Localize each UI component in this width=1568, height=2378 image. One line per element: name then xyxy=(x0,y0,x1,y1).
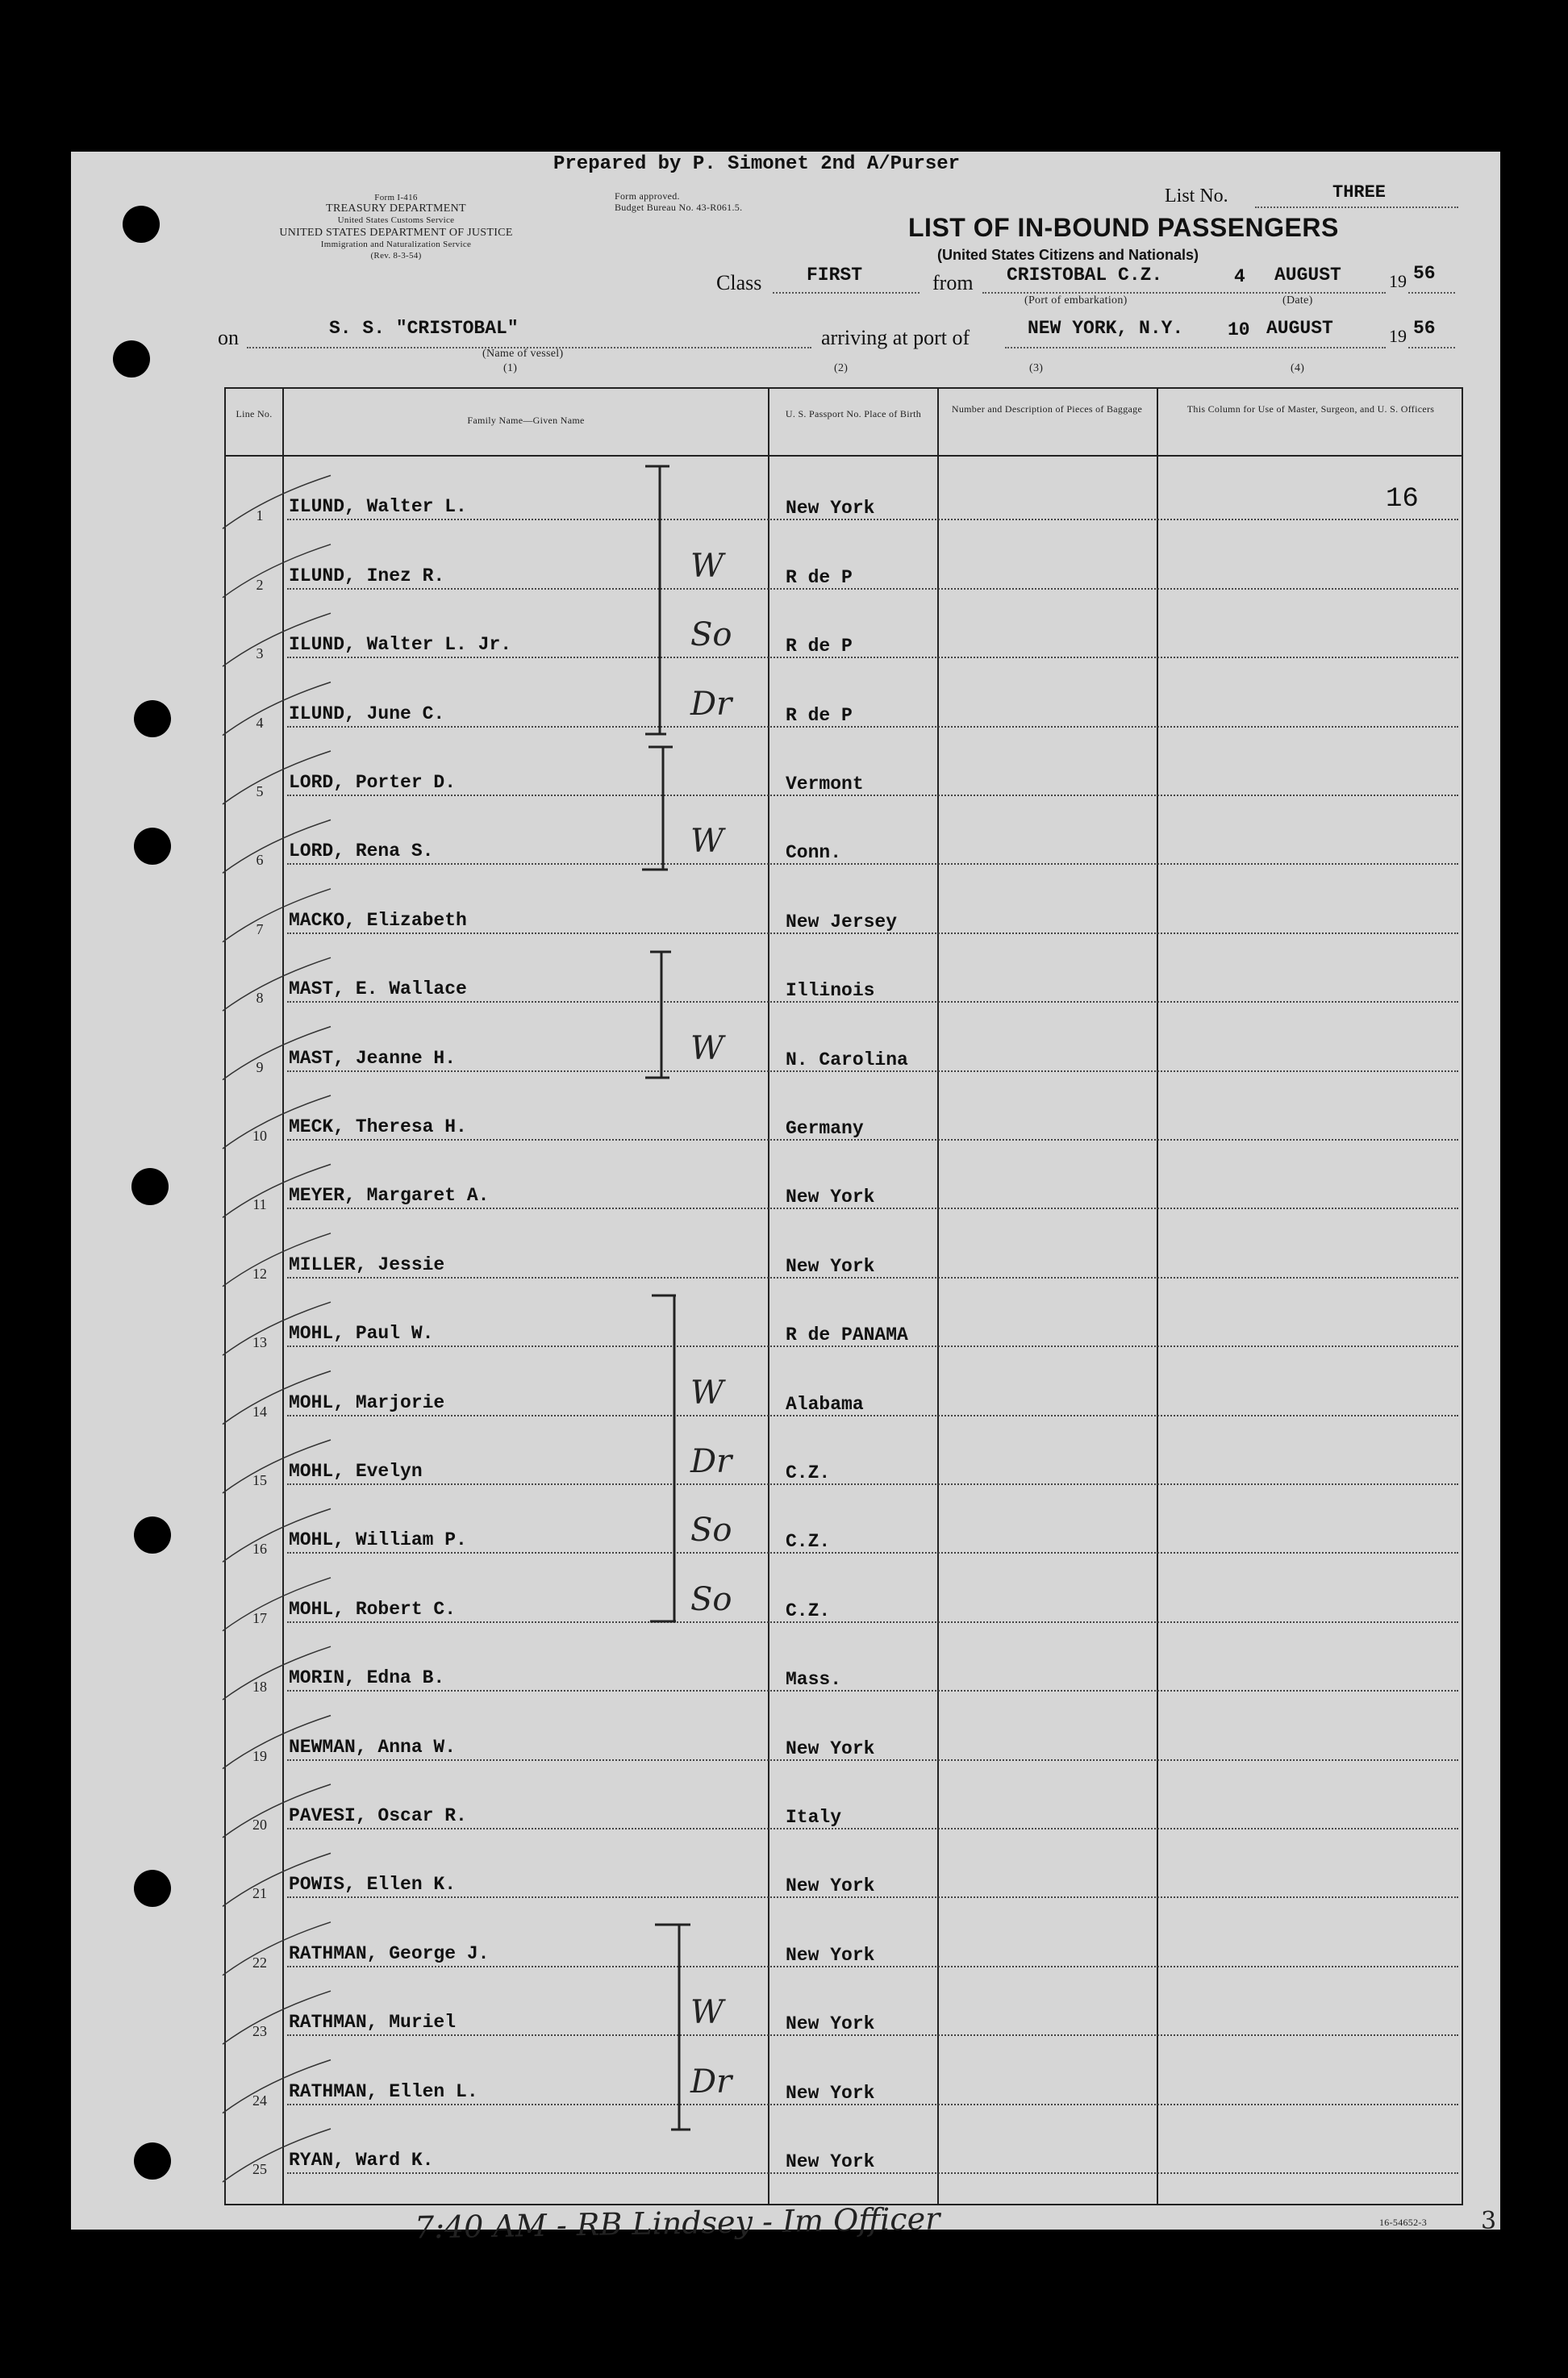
passenger-name: LORD, Rena S. xyxy=(289,841,434,862)
arriving-label: arriving at port of xyxy=(821,326,970,349)
line-number: 24 xyxy=(252,2092,267,2109)
passenger-name: RATHMAN, Ellen L. xyxy=(289,2080,478,2102)
form-approved-line: Form approved. xyxy=(615,190,680,202)
check-mark xyxy=(223,1991,331,2044)
place-of-birth: New York xyxy=(786,2151,875,2172)
port-caption: (Port of embarkation) xyxy=(1024,294,1128,307)
relation-mark: W xyxy=(690,547,724,585)
place-of-birth: New Jersey xyxy=(786,911,898,932)
passenger-name: MOHL, Marjorie xyxy=(289,1391,445,1413)
place-of-birth: N. Carolina xyxy=(786,1049,908,1070)
passenger-name: ILUND, Inez R. xyxy=(289,565,445,586)
customs-service: United States Customs Service xyxy=(337,215,455,225)
check-mark xyxy=(223,1646,331,1700)
from-year-suffix: 56 xyxy=(1413,263,1436,284)
class-label: Class xyxy=(716,271,762,294)
footer-handwritten: 7:40 AM - RB Lindsey - Im Officer xyxy=(414,2201,940,2246)
header-officers: This Column for Use of Master, Surgeon, and U. S. Officers xyxy=(1186,403,1435,415)
line-number: 3 xyxy=(256,645,264,662)
passenger-name: NEWMAN, Anna W. xyxy=(289,1736,457,1758)
place-of-birth: Vermont xyxy=(786,774,864,795)
place-of-birth: R de PANAMA xyxy=(786,1325,908,1346)
check-mark xyxy=(223,1095,331,1149)
passenger-name: MACKO, Elizabeth xyxy=(289,909,467,931)
passenger-name: MAST, E. Wallace xyxy=(289,978,467,1000)
check-mark xyxy=(223,1508,331,1562)
passenger-name: MECK, Theresa H. xyxy=(289,1116,467,1137)
relation-mark: So xyxy=(690,1580,732,1618)
passenger-name: MOHL, Paul W. xyxy=(289,1323,434,1345)
relation-mark: W xyxy=(690,823,724,861)
line-number: 2 xyxy=(256,576,264,593)
line-number: 19 xyxy=(252,1747,267,1764)
line-number: 5 xyxy=(256,783,264,799)
on-label: on xyxy=(218,326,239,349)
passenger-name: MEYER, Margaret A. xyxy=(289,1185,490,1207)
list-no-value: THREE xyxy=(1332,182,1387,202)
line-number: 25 xyxy=(252,2161,267,2177)
header-baggage: Number and Description of Pieces of Baggage xyxy=(951,403,1143,415)
col-num-4: (4) xyxy=(1291,362,1305,374)
check-mark xyxy=(223,889,331,942)
check-marks xyxy=(223,475,331,2182)
passenger-name: MOHL, Robert C. xyxy=(289,1598,457,1620)
check-mark xyxy=(223,2129,331,2182)
check-mark xyxy=(223,1784,331,1838)
vessel-value: S. S. "CRISTOBAL" xyxy=(329,318,519,339)
place-of-birth: R de P xyxy=(786,636,853,657)
check-mark xyxy=(223,1164,331,1217)
line-number: 4 xyxy=(256,714,264,731)
check-mark xyxy=(223,820,331,873)
passenger-name: MOHL, Evelyn xyxy=(289,1461,423,1482)
line-number: 16 xyxy=(252,1541,267,1558)
passenger-name: PAVESI, Oscar R. xyxy=(289,1805,467,1826)
bracket-ilund xyxy=(645,466,669,734)
line-number: 21 xyxy=(252,1885,267,1902)
place-of-birth: Alabama xyxy=(786,1393,864,1415)
col-num-2: (2) xyxy=(834,362,849,374)
passenger-name: POWIS, Ellen K. xyxy=(289,1874,457,1896)
arrive-port: NEW YORK, N.Y. xyxy=(1028,318,1184,339)
place-of-birth: C.Z. xyxy=(786,1462,831,1483)
passenger-name: ILUND, June C. xyxy=(289,703,445,724)
check-mark xyxy=(223,1716,331,1769)
check-mark xyxy=(223,1027,331,1080)
from-port: CRISTOBAL C.Z. xyxy=(1007,265,1163,286)
place-of-birth: R de P xyxy=(786,566,853,588)
from-year-prefix: 19 xyxy=(1389,271,1407,291)
check-mark xyxy=(223,957,331,1011)
place-of-birth: New York xyxy=(786,1944,875,1966)
passenger-name: RYAN, Ward K. xyxy=(289,2150,434,2171)
check-mark xyxy=(223,1302,331,1355)
place-of-birth: Conn. xyxy=(786,842,842,864)
prepared-by: Prepared by P. Simonet 2nd A/Purser xyxy=(553,153,961,175)
line-number: 18 xyxy=(252,1679,267,1696)
relation-mark: W xyxy=(690,1994,724,2032)
col-num-1: (1) xyxy=(503,362,518,374)
passenger-name: RATHMAN, George J. xyxy=(289,1942,490,1964)
check-mark xyxy=(223,2060,331,2113)
line-number: 22 xyxy=(252,1954,267,1971)
place-of-birth: New York xyxy=(786,1738,875,1759)
ins-service: Immigration and Naturalization Service xyxy=(320,240,472,249)
relation-mark: Dr xyxy=(690,1443,732,1480)
col-num-3: (3) xyxy=(1029,362,1044,374)
check-mark xyxy=(223,475,331,528)
arrive-month: AUGUST xyxy=(1266,318,1333,339)
check-mark xyxy=(223,1440,331,1493)
check-mark xyxy=(223,751,331,804)
passenger-name: MORIN, Edna B. xyxy=(289,1667,445,1689)
passenger-name: MOHL, William P. xyxy=(289,1529,467,1551)
budget-bureau-line: Budget Bureau No. 43-R061.5. xyxy=(615,202,743,213)
relation-mark: W xyxy=(690,1029,724,1067)
place-of-birth: New York xyxy=(786,498,875,519)
place-of-birth: New York xyxy=(786,1875,875,1897)
bracket-mohl xyxy=(650,1295,676,1621)
date-caption: (Date) xyxy=(1282,294,1313,307)
relation-mark: W xyxy=(690,1374,724,1412)
bracket-mast xyxy=(645,952,671,1078)
line-number: 10 xyxy=(252,1128,267,1144)
line-number: 17 xyxy=(252,1609,267,1626)
passenger-name: MAST, Jeanne H. xyxy=(289,1047,457,1069)
line-number: 7 xyxy=(256,920,264,937)
place-of-birth: New York xyxy=(786,1255,875,1277)
place-of-birth: New York xyxy=(786,2013,875,2035)
class-value: FIRST xyxy=(807,265,863,286)
place-of-birth: Mass. xyxy=(786,1669,842,1691)
relation-mark: Dr xyxy=(690,2063,732,2101)
line-number: 23 xyxy=(252,2023,267,2040)
list-no-label: List No. xyxy=(1165,186,1228,207)
place-of-birth: Illinois xyxy=(786,980,875,1002)
passenger-name: RATHMAN, Muriel xyxy=(289,2012,457,2034)
place-of-birth: Italy xyxy=(786,1807,842,1828)
header-line-no: Line No. xyxy=(236,408,273,419)
line-number: 9 xyxy=(256,1058,264,1075)
check-mark xyxy=(223,1922,331,1975)
place-of-birth: New York xyxy=(786,2082,875,2104)
footer-form-code: 16-54652-3 xyxy=(1379,2217,1427,2228)
officer-note: 16 xyxy=(1386,484,1419,515)
passenger-name: LORD, Porter D. xyxy=(289,772,457,793)
line-number: 14 xyxy=(252,1403,267,1420)
family-brackets xyxy=(642,466,690,2130)
line-number: 6 xyxy=(256,852,264,869)
justice-dept: UNITED STATES DEPARTMENT OF JUSTICE xyxy=(279,227,513,239)
relation-mark: So xyxy=(690,616,732,654)
line-number: 12 xyxy=(252,1265,267,1282)
check-mark xyxy=(223,613,331,666)
passenger-name: MILLER, Jessie xyxy=(289,1254,445,1275)
header-name: Family Name—Given Name xyxy=(467,415,585,426)
check-mark xyxy=(223,1578,331,1631)
place-of-birth: R de P xyxy=(786,704,853,726)
page-title: LIST OF IN-BOUND PASSENGERS xyxy=(908,213,1339,242)
line-number: 13 xyxy=(252,1334,267,1351)
page-subtitle: (United States Citizens and Nationals) xyxy=(937,247,1199,263)
arrive-day: 10 xyxy=(1228,319,1250,340)
place-of-birth: Germany xyxy=(786,1118,864,1139)
passenger-name: ILUND, Walter L. xyxy=(289,496,467,518)
check-mark xyxy=(223,1233,331,1287)
line-number: 1 xyxy=(256,507,264,524)
vessel-caption: (Name of vessel) xyxy=(482,348,564,360)
treasury-dept: TREASURY DEPARTMENT xyxy=(326,202,466,215)
from-day: 4 xyxy=(1234,266,1245,287)
relation-mark: Dr xyxy=(690,685,732,723)
check-mark xyxy=(223,1853,331,1906)
check-mark xyxy=(223,1371,331,1425)
arrive-year-suffix: 56 xyxy=(1413,318,1436,339)
check-mark xyxy=(223,544,331,598)
line-number: 11 xyxy=(252,1196,267,1213)
from-month: AUGUST xyxy=(1274,265,1341,286)
arrive-year-prefix: 19 xyxy=(1389,326,1407,346)
form-rev: (Rev. 8-3-54) xyxy=(370,251,422,261)
place-of-birth: C.Z. xyxy=(786,1531,831,1553)
bracket-rathman xyxy=(655,1925,690,2130)
line-number: 15 xyxy=(252,1472,267,1488)
check-mark xyxy=(223,682,331,736)
line-number: 20 xyxy=(252,1817,267,1833)
from-label: from xyxy=(932,271,974,294)
passenger-name: ILUND, Walter L. Jr. xyxy=(289,634,512,656)
relation-mark: So xyxy=(690,1512,732,1550)
line-number: 8 xyxy=(256,990,264,1007)
form-number: Form I-416 xyxy=(374,193,418,202)
header-passport: U. S. Passport No. Place of Birth xyxy=(785,408,922,419)
footer-page-mark: 3 xyxy=(1481,2207,1497,2235)
bracket-lord xyxy=(642,747,673,870)
place-of-birth: C.Z. xyxy=(786,1600,831,1621)
place-of-birth: New York xyxy=(786,1187,875,1208)
